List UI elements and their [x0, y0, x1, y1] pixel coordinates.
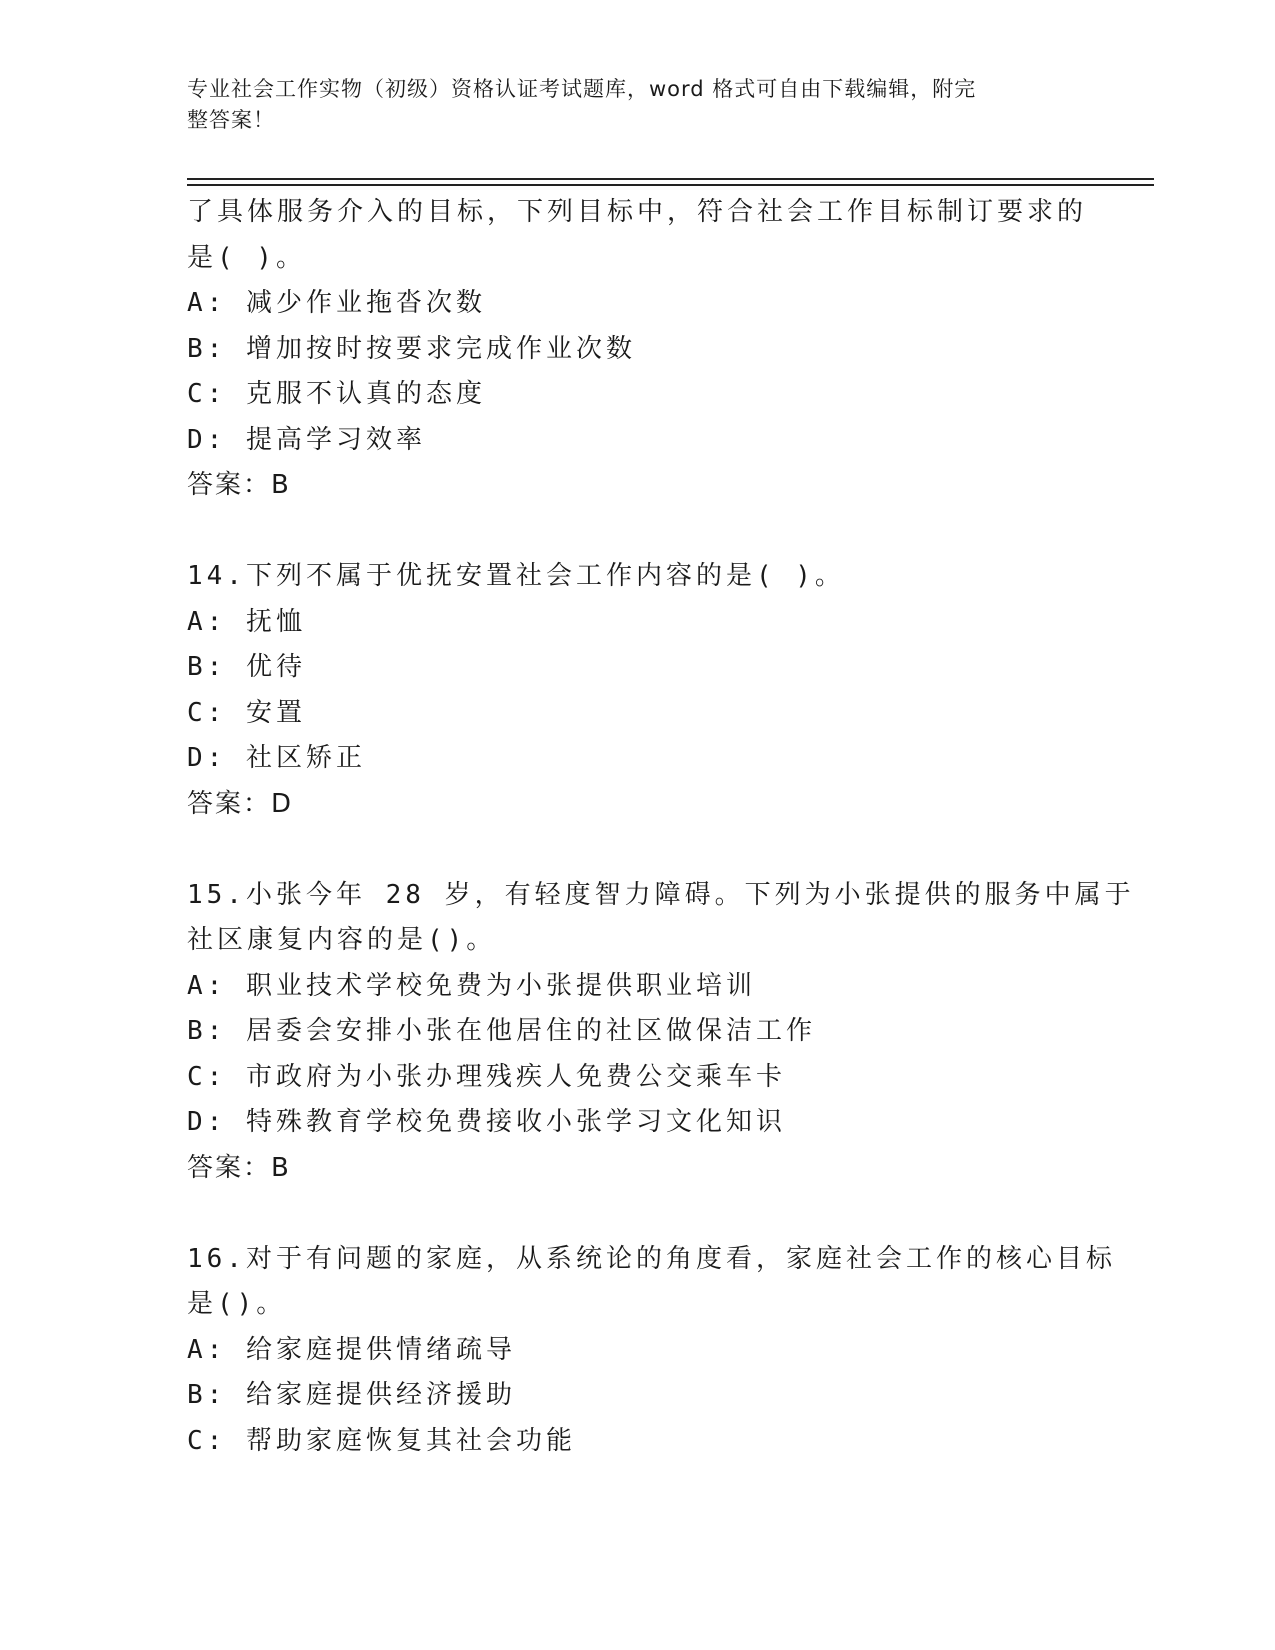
option-c: C: 帮助家庭恢复其社会功能 — [187, 1425, 576, 1456]
question-content — [187, 190, 1135, 1464]
option-b: B: 居委会安排小张在他居住的社区做保洁工作 — [187, 1016, 816, 1046]
option-c: C: 克服不认真的态度 — [187, 379, 486, 409]
option-b: B: 优待 — [187, 652, 306, 682]
option-b: B: 增加按时按要求完成作业次数 — [187, 333, 636, 364]
question-stem: 14.下列不属于优抚安置社会工作内容的是( )。 — [187, 561, 845, 591]
question-stem: 社区康复内容的是()。 — [187, 925, 497, 955]
question-13 — [187, 190, 1087, 509]
option-a: A: 职业技术学校免费为小张提供职业培训 — [187, 970, 756, 1001]
option-c: C: 安置 — [187, 697, 306, 728]
question-stem: 了具体服务介入的目标，下列目标中，符合社会工作目标制订要求的 — [187, 197, 1088, 227]
option-a: A: 给家庭提供情绪疏导 — [187, 1334, 516, 1365]
question-stem: 16.对于有问题的家庭，从系统论的角度看，家庭社会工作的核心目标 — [187, 1243, 1116, 1274]
option-a: A: 减少作业拖沓次数 — [187, 288, 486, 318]
question-spacer — [187, 827, 1087, 873]
question-stem: 是()。 — [187, 1289, 287, 1319]
question-spacer — [187, 509, 1087, 555]
header-line-2: 整答案！ — [187, 108, 275, 132]
option-a: A: 抚恤 — [187, 606, 306, 637]
question-stem: 15.小张今年 28 岁，有轻度智力障碍。下列为小张提供的服务中属于 — [187, 879, 1135, 910]
option-d: D: 特殊教育学校免费接收小张学习文化知识 — [187, 1107, 786, 1137]
option-d: D: 社区矫正 — [187, 743, 366, 773]
question-16 — [187, 1237, 1116, 1465]
document-header — [187, 74, 1087, 136]
question-14 — [187, 554, 1087, 827]
header-divider-top — [187, 178, 1154, 180]
question-15 — [187, 873, 1135, 1192]
answer-label: 答案：D — [187, 788, 294, 819]
question-spacer — [187, 1191, 1087, 1237]
header-line-1: 专业社会工作实物（初级）资格认证考试题库，word 格式可自由下载编辑，附完 — [187, 77, 977, 101]
option-b: B: 给家庭提供经济援助 — [187, 1380, 516, 1410]
question-stem: 是( )。 — [187, 242, 306, 273]
option-c: C: 市政府为小张办理残疾人免费公交乘车卡 — [187, 1061, 786, 1092]
answer-label: 答案：B — [187, 1152, 291, 1183]
answer-label: 答案：B — [187, 470, 291, 500]
header-divider-bottom — [187, 184, 1154, 186]
option-d: D: 提高学习效率 — [187, 424, 426, 455]
